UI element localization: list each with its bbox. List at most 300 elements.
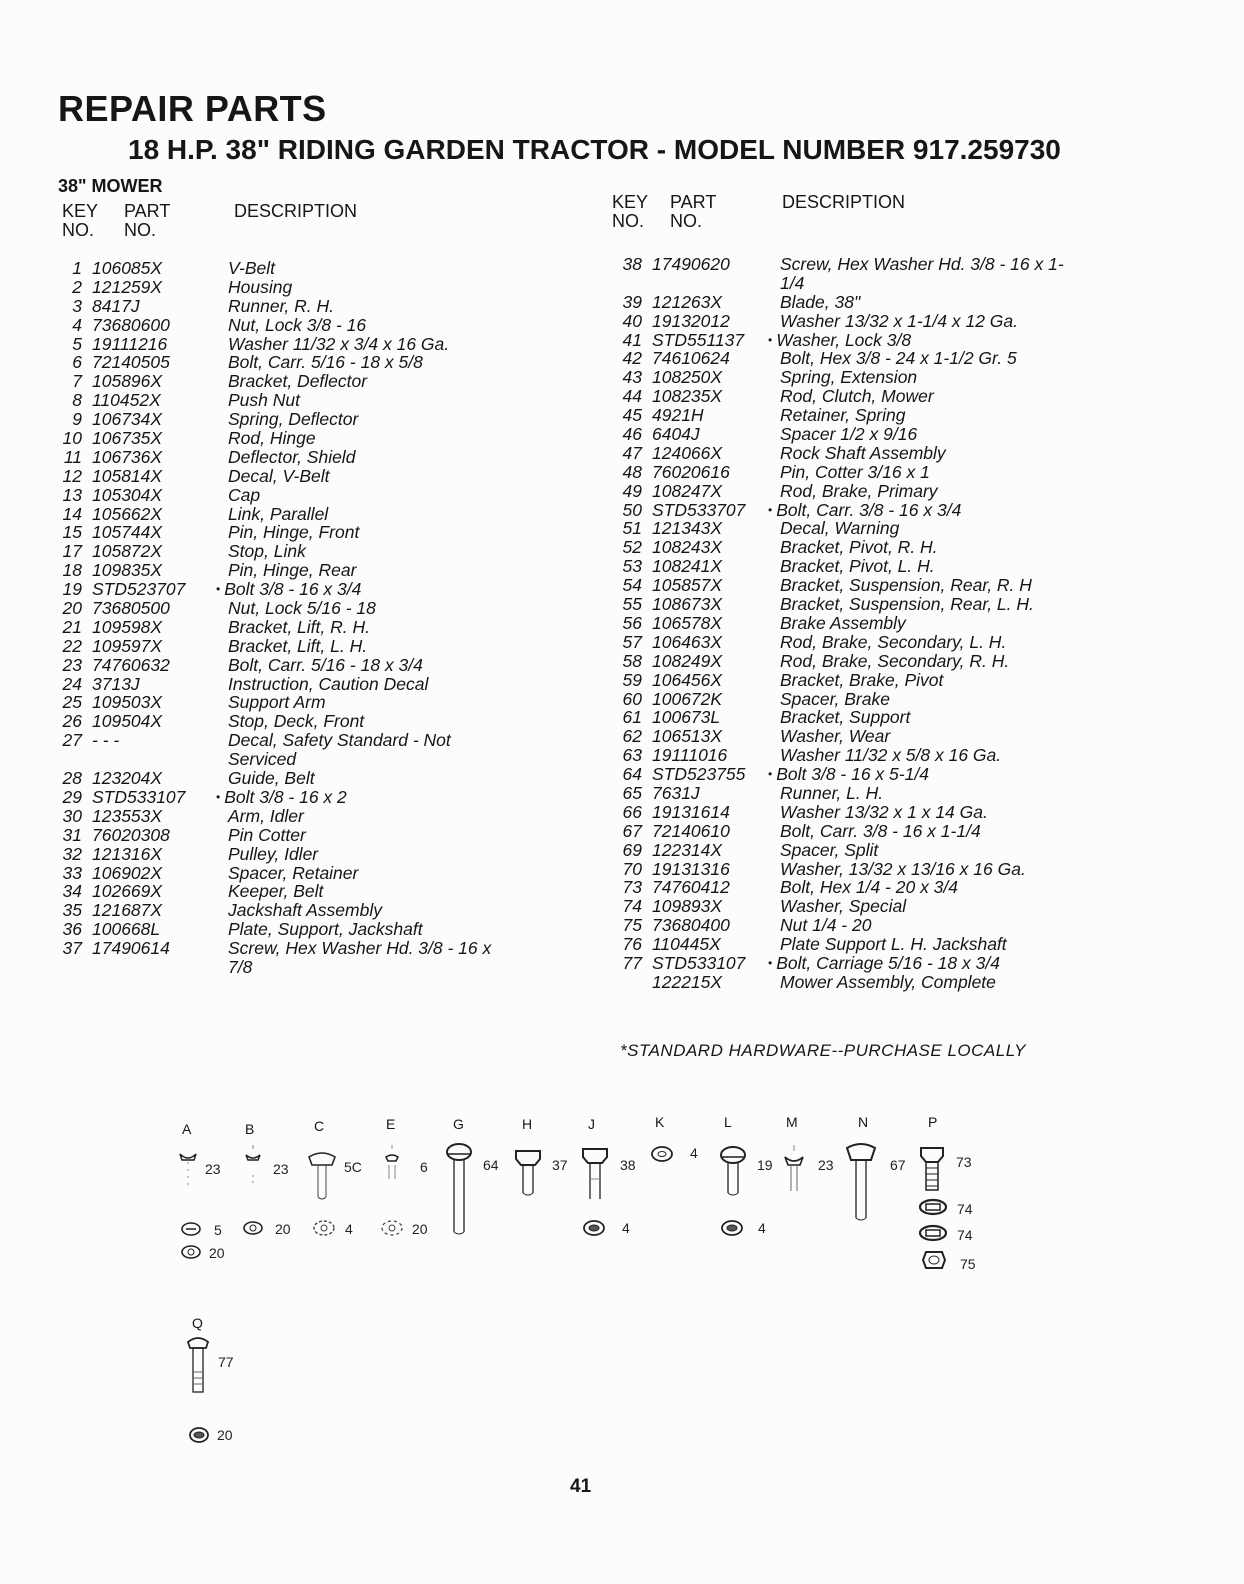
part-description <box>780 255 1080 293</box>
part-number: STD533707 <box>652 499 746 520</box>
part-description <box>228 335 518 354</box>
description-text: Runner, L. H. <box>780 782 884 803</box>
key-number: 50 <box>622 499 642 520</box>
key-number: 23 <box>62 654 82 675</box>
standard-hardware-marker: • <box>768 767 773 782</box>
part-number: 74760632 <box>92 654 170 675</box>
callout-a2: 5 <box>214 1222 222 1238</box>
part-description <box>228 712 518 731</box>
callout-b: 23 <box>273 1161 289 1177</box>
key-number: 42 <box>622 348 642 369</box>
part-description <box>780 349 1080 368</box>
description-text: Bolt, Carr. 3/8 - 16 x 1-1/4 <box>780 820 981 841</box>
hardware-label-m: M <box>786 1114 798 1130</box>
hardware-label-j: J <box>588 1116 595 1132</box>
hardware-label-a: A <box>182 1121 192 1137</box>
description-text: Deflector, Shield <box>228 446 356 467</box>
part-number: 108235X <box>652 386 723 407</box>
part-description <box>228 316 518 335</box>
part-row <box>608 935 1088 954</box>
part-row <box>608 519 1088 538</box>
description-text: Rock Shaft Assembly <box>780 442 946 463</box>
description-text: Washer, Lock 3/8 <box>776 329 912 350</box>
header-part-no: NO. <box>124 220 157 240</box>
part-description <box>780 727 1080 746</box>
part-number: 108250X <box>652 367 723 388</box>
description-text: Rod, Brake, Primary <box>780 480 938 501</box>
callout-a3: 20 <box>209 1245 225 1261</box>
header-key-no: NO. <box>612 211 645 231</box>
part-row <box>608 652 1088 671</box>
part-description <box>228 561 518 580</box>
hardware-label-k: K <box>655 1114 665 1130</box>
part-row <box>48 882 568 901</box>
lock-nut-icon <box>312 1219 336 1237</box>
description-text: Washer, 13/32 x 13/16 x 16 Ga. <box>780 858 1026 879</box>
part-number: 19131316 <box>652 858 730 879</box>
part-number: STD551137 <box>652 329 745 350</box>
part-number: 121263X <box>652 291 723 312</box>
carriage-bolt-icon <box>782 1145 806 1195</box>
part-row <box>608 860 1088 879</box>
callout-k: 4 <box>690 1145 698 1161</box>
part-description <box>216 788 506 807</box>
part-number: 108673X <box>652 594 723 615</box>
callout-l2: 4 <box>758 1220 766 1236</box>
callout-e2: 20 <box>412 1221 428 1237</box>
description-text: Washer 13/32 x 1 x 14 Ga. <box>780 801 988 822</box>
key-number: 37 <box>62 938 82 959</box>
key-number: 24 <box>62 673 82 694</box>
part-description <box>780 538 1080 557</box>
part-number: 105662X <box>92 503 163 524</box>
part-description <box>228 731 518 769</box>
part-description <box>780 557 1080 576</box>
callout-q2: 20 <box>217 1427 233 1443</box>
key-number: 6 <box>72 352 82 373</box>
key-number: 46 <box>622 424 642 445</box>
key-number: 73 <box>622 877 642 898</box>
part-number: 109503X <box>92 692 163 713</box>
hex-bolt-icon <box>718 1145 748 1197</box>
part-row <box>48 542 568 561</box>
key-number: 25 <box>62 692 82 713</box>
part-description <box>780 293 1080 312</box>
key-number: 69 <box>622 839 642 860</box>
description-text: Jackshaft Assembly <box>228 900 382 921</box>
part-row <box>608 690 1088 709</box>
description-text: Stop, Link <box>228 541 306 562</box>
part-row <box>48 788 568 807</box>
description-text: Bracket, Deflector <box>228 371 368 392</box>
part-description <box>768 501 1068 520</box>
description-text: V-Belt <box>228 258 276 278</box>
part-description <box>228 467 518 486</box>
description-text: Push Nut <box>228 390 300 411</box>
part-row <box>608 444 1088 463</box>
key-number: 51 <box>622 518 642 539</box>
part-description <box>228 523 518 542</box>
part-number: 109835X <box>92 560 163 581</box>
part-row <box>48 637 568 656</box>
description-text: Nut, Lock 3/8 - 16 <box>228 314 367 335</box>
part-row <box>48 807 568 826</box>
part-number: 100668L <box>92 919 161 940</box>
part-number: STD523707 <box>92 579 186 600</box>
part-number: 105814X <box>92 465 163 486</box>
part-row <box>48 523 568 542</box>
callout-a: 23 <box>205 1161 221 1177</box>
hex-bolt-icon <box>918 1142 946 1194</box>
special-washer-icon <box>918 1198 948 1216</box>
key-number: 70 <box>622 858 642 879</box>
part-row <box>48 731 568 769</box>
key-number: 61 <box>622 707 642 728</box>
description-text: Bracket, Brake, Pivot <box>780 669 944 690</box>
part-row <box>608 595 1088 614</box>
key-number: 74 <box>622 896 642 917</box>
part-row <box>608 349 1088 368</box>
part-description <box>228 429 518 448</box>
key-number: 60 <box>622 688 642 709</box>
part-number: 19132012 <box>652 310 730 331</box>
header-key: KEY <box>62 201 99 221</box>
description-text: Spacer, Retainer <box>228 862 359 883</box>
part-row <box>608 406 1088 425</box>
part-description <box>780 595 1080 614</box>
part-number: 105744X <box>92 522 163 543</box>
callout-p4: 75 <box>960 1256 976 1272</box>
description-text: Guide, Belt <box>228 768 315 789</box>
part-description <box>780 916 1080 935</box>
description-text: Bracket, Suspension, Rear, R. H <box>780 575 1032 596</box>
description-text: Bolt, Carriage 5/16 - 18 x 3/4 <box>776 952 1000 973</box>
key-number: 52 <box>622 537 642 558</box>
key-number: 36 <box>62 919 82 940</box>
part-row <box>608 727 1088 746</box>
description-text: Bolt 3/8 - 16 x 5-1/4 <box>776 764 929 785</box>
hardware-label-c: C <box>314 1118 325 1134</box>
part-number: 106578X <box>652 612 723 633</box>
part-description <box>780 482 1080 501</box>
description-text: Screw, Hex Washer Hd. 3/8 - 16 x 7/8 <box>228 938 492 977</box>
part-number: 109598X <box>92 616 163 637</box>
part-number: 100673L <box>652 707 721 728</box>
part-number: 108241X <box>652 556 723 577</box>
part-number: 74610624 <box>652 348 730 369</box>
key-number: 63 <box>622 745 642 766</box>
part-row <box>608 387 1088 406</box>
description-text: Bracket, Lift, L. H. <box>228 635 368 656</box>
description-text: Bracket, Pivot, L. H. <box>780 556 935 577</box>
description-text: Pin, Hinge, Front <box>228 522 360 543</box>
part-row <box>48 693 568 712</box>
description-text: Washer 11/32 x 5/8 x 16 Ga. <box>780 745 1002 766</box>
hardware-label-b: B <box>245 1121 255 1137</box>
part-number: 106902X <box>92 862 163 883</box>
standard-hardware-marker: • <box>216 789 221 804</box>
key-number: 57 <box>622 631 642 652</box>
part-number: 121687X <box>92 900 163 921</box>
part-row <box>608 954 1088 973</box>
description-text: Bracket, Suspension, Rear, L. H. <box>780 594 1034 615</box>
part-number: 19111016 <box>652 745 728 766</box>
part-row <box>608 878 1088 897</box>
part-description <box>780 878 1080 897</box>
callout-e: 6 <box>420 1159 428 1175</box>
carriage-bolt-icon <box>306 1145 338 1203</box>
description-text: Bolt, Carr. 3/8 - 16 x 3/4 <box>776 499 962 520</box>
description-text: Instruction, Caution Decal <box>228 673 429 694</box>
key-number: 43 <box>622 367 642 388</box>
part-number: 105872X <box>92 541 163 562</box>
key-number: 15 <box>62 522 82 543</box>
standard-hardware-marker: • <box>768 955 773 970</box>
part-number: 124066X <box>652 442 723 463</box>
part-description <box>228 769 518 788</box>
part-description <box>228 920 518 939</box>
key-number: 67 <box>622 820 642 841</box>
part-number: 19111216 <box>92 333 168 354</box>
part-number: 106085X <box>92 258 163 278</box>
description-text: Keeper, Belt <box>228 881 324 902</box>
part-number: 109597X <box>92 635 163 656</box>
page-title: REPAIR PARTS <box>58 88 327 129</box>
part-row <box>608 331 1088 350</box>
description-text: Bracket, Pivot, R. H. <box>780 537 938 558</box>
part-description <box>228 939 518 977</box>
callout-q: 77 <box>218 1354 234 1370</box>
description-text: Washer, Wear <box>780 726 891 747</box>
part-description <box>780 406 1080 425</box>
part-description <box>228 259 518 278</box>
description-text: Washer 13/32 x 1-1/4 x 12 Ga. <box>780 310 1019 331</box>
key-number: 44 <box>622 386 642 407</box>
description-text: Bolt, Carr. 5/16 - 18 x 3/4 <box>228 654 423 675</box>
part-description <box>228 693 518 712</box>
part-row <box>48 505 568 524</box>
description-text: Runner, R. H. <box>228 295 335 316</box>
part-number: STD523755 <box>652 764 746 785</box>
description-text: Washer, Special <box>780 896 907 917</box>
part-number: 106734X <box>92 409 163 430</box>
description-text: Mower Assembly, Complete <box>780 971 996 992</box>
part-number: 100672K <box>652 688 723 709</box>
part-description <box>228 599 518 618</box>
description-text: Retainer, Spring <box>780 405 906 426</box>
part-description <box>768 954 1068 973</box>
part-description <box>780 822 1080 841</box>
key-number: 34 <box>62 881 82 902</box>
part-row <box>48 939 568 977</box>
part-row <box>608 463 1088 482</box>
part-description <box>228 297 518 316</box>
description-text: Plate, Support, Jackshaft <box>228 919 423 940</box>
key-number: 8 <box>72 390 82 411</box>
part-number: 74760412 <box>652 877 730 898</box>
part-row <box>48 580 568 599</box>
part-number: 17490614 <box>92 938 170 959</box>
key-number: 7 <box>72 371 82 392</box>
header-key-no: NO. <box>62 220 95 240</box>
description-text: Brake Assembly <box>780 612 906 633</box>
part-row <box>48 675 568 694</box>
description-text: Spacer, Split <box>780 839 879 860</box>
part-description <box>780 576 1080 595</box>
part-number: 73680500 <box>92 598 170 619</box>
part-description <box>228 448 518 467</box>
description-text: Pin, Cotter 3/16 x 1 <box>780 461 930 482</box>
description-text: Plate Support L. H. Jackshaft <box>780 934 1007 955</box>
key-number: 32 <box>62 843 82 864</box>
key-number: 48 <box>622 461 642 482</box>
key-number: 59 <box>622 669 642 690</box>
part-row <box>608 973 1088 992</box>
key-number: 12 <box>62 465 82 486</box>
part-row <box>48 259 568 278</box>
hardware-label-l: L <box>724 1114 732 1130</box>
part-description <box>780 312 1080 331</box>
part-description <box>216 580 506 599</box>
callout-n: 67 <box>890 1157 906 1173</box>
part-row <box>48 316 568 335</box>
part-row <box>608 916 1088 935</box>
description-text: Spacer 1/2 x 9/16 <box>780 424 918 445</box>
part-row <box>48 712 568 731</box>
carriage-bolt-icon <box>382 1145 402 1185</box>
part-row <box>48 467 568 486</box>
part-description <box>228 901 518 920</box>
key-number: 30 <box>62 805 82 826</box>
part-description <box>780 860 1080 879</box>
part-description <box>780 519 1080 538</box>
description-text: Nut, Lock 5/16 - 18 <box>228 598 376 619</box>
callout-p2: 74 <box>957 1201 973 1217</box>
part-number: 122314X <box>652 839 723 860</box>
part-row <box>608 803 1088 822</box>
key-number: 28 <box>62 768 82 789</box>
part-description <box>228 637 518 656</box>
part-number: 4921H <box>652 405 704 426</box>
key-number: 3 <box>72 295 82 316</box>
page-subtitle: 18 H.P. 38" RIDING GARDEN TRACTOR - MODEL NUMBER 917.259730 <box>128 134 1061 165</box>
header-description: DESCRIPTION <box>234 201 358 221</box>
part-row <box>608 576 1088 595</box>
key-number: 56 <box>622 612 642 633</box>
part-number: 108247X <box>652 480 723 501</box>
key-number: 22 <box>62 635 82 656</box>
part-row <box>608 482 1088 501</box>
part-number: 123553X <box>92 805 163 826</box>
part-description <box>228 486 518 505</box>
part-row <box>48 297 568 316</box>
part-description <box>768 765 1068 784</box>
key-number: 4 <box>72 314 82 335</box>
part-row <box>48 599 568 618</box>
key-number: 47 <box>622 442 642 463</box>
part-row <box>608 614 1088 633</box>
part-number: 121316X <box>92 843 163 864</box>
part-row <box>48 769 568 788</box>
part-description <box>228 864 518 883</box>
callout-p: 73 <box>956 1154 972 1170</box>
part-number: 106463X <box>652 631 723 652</box>
part-row <box>608 784 1088 803</box>
part-number: 8417J <box>92 295 140 316</box>
part-description <box>228 807 518 826</box>
description-text: Blade, 38" <box>780 291 861 312</box>
part-description <box>228 278 518 297</box>
part-row <box>48 391 568 410</box>
description-text: Decal, Safety Standard - Not Serviced <box>228 730 451 770</box>
description-text: Pin, Hinge, Rear <box>228 560 357 581</box>
key-number: 35 <box>62 900 82 921</box>
part-row <box>48 826 568 845</box>
hardware-label-p: P <box>928 1114 938 1130</box>
key-number: 49 <box>622 480 642 501</box>
part-number: 73680400 <box>652 915 730 936</box>
part-number: 106736X <box>92 446 163 467</box>
key-number: 64 <box>622 764 642 785</box>
key-number: 45 <box>622 405 642 426</box>
part-description <box>780 841 1080 860</box>
part-number: 110445X <box>652 934 721 955</box>
part-description <box>780 425 1080 444</box>
part-row <box>48 561 568 580</box>
part-row <box>48 448 568 467</box>
part-number: 121343X <box>652 518 723 539</box>
part-number: 106456X <box>652 669 723 690</box>
part-number: 121259X <box>92 276 163 297</box>
part-description <box>228 882 518 901</box>
description-text: Screw, Hex Washer Hd. 3/8 - 16 x 1-1/4 <box>780 254 1064 293</box>
part-number: STD533107 <box>652 952 746 973</box>
part-number: 106513X <box>652 726 723 747</box>
part-description <box>780 463 1080 482</box>
description-text: Pulley, Idler <box>228 843 319 864</box>
part-number: 123204X <box>92 768 163 789</box>
part-row <box>608 671 1088 690</box>
part-number: 72140610 <box>652 820 730 841</box>
description-text: Spring, Extension <box>780 367 918 388</box>
part-number: 72140505 <box>92 352 170 373</box>
description-text: Decal, V-Belt <box>228 465 330 486</box>
standard-hardware-note: *STANDARD HARDWARE--PURCHASE LOCALLY <box>620 1041 1026 1060</box>
section-heading: 38" MOWER <box>58 176 163 196</box>
header-part-no: NO. <box>670 211 703 231</box>
part-number: 108243X <box>652 537 723 558</box>
part-description <box>228 505 518 524</box>
description-text: Spring, Deflector <box>228 409 359 430</box>
part-description <box>780 690 1080 709</box>
part-number: 17490620 <box>652 254 730 274</box>
hex-nut-icon <box>188 1426 210 1444</box>
part-description <box>780 652 1080 671</box>
description-text: Bolt 3/8 - 16 x 2 <box>224 786 347 807</box>
part-description <box>228 845 518 864</box>
part-row <box>608 746 1088 765</box>
description-text: Pin Cotter <box>228 824 306 845</box>
key-number: 55 <box>622 594 642 615</box>
description-text: Washer 11/32 x 3/4 x 16 Ga. <box>228 333 450 354</box>
hex-nut-icon <box>582 1219 606 1237</box>
hardware-label-n: N <box>858 1114 869 1130</box>
part-row <box>48 353 568 372</box>
part-description <box>780 784 1080 803</box>
callout-m: 23 <box>818 1157 834 1173</box>
description-text: Rod, Brake, Secondary, R. H. <box>780 650 1010 671</box>
key-number: 10 <box>62 428 82 449</box>
